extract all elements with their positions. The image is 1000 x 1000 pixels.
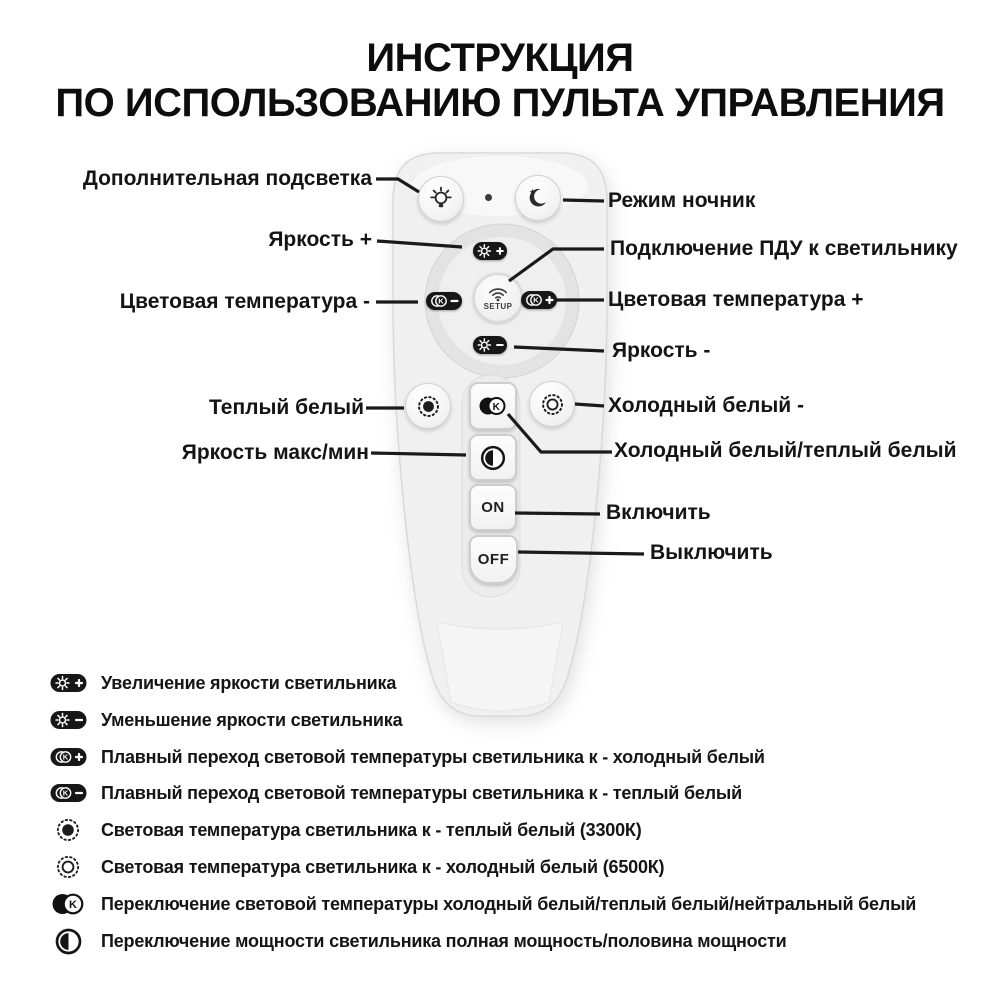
bulb-icon xyxy=(429,186,453,212)
svg-text:K: K xyxy=(492,401,501,413)
warm-white-sun-icon xyxy=(48,816,88,844)
colortemp-plus-button[interactable] xyxy=(521,291,557,309)
svg-text:K: K xyxy=(533,295,539,305)
colortemp-minus-icon xyxy=(426,292,462,310)
half-power-icon xyxy=(480,445,506,471)
legend-row: K Переключение световой температуры холодный белый/теплый белый/нейтральный белый xyxy=(48,888,916,920)
label-brightness-maxmin: Яркость макс/мин xyxy=(181,441,369,464)
colortemp-minus-pill-icon xyxy=(48,784,88,802)
off-button[interactable] xyxy=(469,535,518,584)
label-coldwarm-toggle: Холодный белый/теплый белый xyxy=(614,439,957,462)
brightness-plus-button[interactable] xyxy=(473,242,507,260)
page-title-line-2: ПО ИСПОЛЬЗОВАНИЮ ПУЛЬТА УПРАВЛЕНИЯ xyxy=(55,81,945,125)
cold-sun-icon xyxy=(539,391,566,418)
label-cold-white: Холодный белый - xyxy=(608,394,805,417)
legend-row: Уменьшение яркости светильника xyxy=(48,704,402,736)
on-label: ON xyxy=(481,499,505,516)
svg-text:K: K xyxy=(62,788,68,798)
label-backlight: Дополнительная подсветка xyxy=(82,167,372,190)
label-brightness-plus: Яркость + xyxy=(268,228,372,251)
label-colortemp-plus: Цветовая температура + xyxy=(608,288,864,311)
off-label: OFF xyxy=(477,551,510,568)
legend-row: K Плавный переход световой температуры светильника к - теплый белый xyxy=(48,777,742,809)
svg-text:K: K xyxy=(438,296,444,306)
svg-text:K: K xyxy=(69,899,77,912)
colortemp-minus-button[interactable] xyxy=(426,292,462,310)
setup-label: SETUP xyxy=(483,301,513,311)
brightness-minus-button[interactable] xyxy=(473,336,507,354)
on-button[interactable] xyxy=(469,484,517,531)
colortemp-toggle-key-icon xyxy=(478,395,508,417)
setup-button[interactable] xyxy=(473,273,523,323)
legend-row: K Плавный переход световой температуры светильника к - холодный белый xyxy=(48,741,765,773)
power-toggle-button[interactable] xyxy=(469,434,517,481)
brightness-plus-pill-icon xyxy=(48,674,88,692)
brightness-minus-pill-icon xyxy=(48,711,88,729)
legend-row: Световая температура светильника к - холодный белый (6500К) xyxy=(48,851,664,883)
colortemp-plus-pill-icon xyxy=(48,748,88,766)
cold-white-sun-icon xyxy=(48,853,88,881)
moon-star-icon xyxy=(526,186,550,210)
bottom-panel xyxy=(437,622,563,711)
indicator-led xyxy=(485,194,492,201)
colortemp-toggle-button[interactable] xyxy=(469,382,517,430)
power-toggle-icon xyxy=(48,928,88,955)
label-brightness-minus: Яркость - xyxy=(612,339,711,362)
label-pairing: Подключение ПДУ к светильнику xyxy=(610,237,958,260)
colortemp-toggle-icon xyxy=(48,892,88,916)
sun-minus-icon xyxy=(473,336,507,354)
wifi-icon xyxy=(487,286,509,302)
svg-text:K: K xyxy=(62,752,68,762)
warm-sun-icon xyxy=(415,393,442,420)
sun-plus-icon xyxy=(473,242,507,260)
warm-white-button[interactable] xyxy=(405,383,451,429)
label-warm-white: Теплый белый xyxy=(209,396,364,419)
night-mode-button[interactable] xyxy=(515,175,561,221)
backlight-button[interactable] xyxy=(418,176,464,222)
label-night-mode: Режим ночник xyxy=(608,189,756,212)
cold-white-button[interactable] xyxy=(529,381,575,427)
page-title-line-1: ИНСТРУКЦИЯ xyxy=(366,36,634,80)
colortemp-plus-icon xyxy=(521,291,557,309)
label-colortemp-minus: Цветовая температура - xyxy=(119,290,370,313)
legend-row: Переключение мощности светильника полная мощность/половина мощности xyxy=(48,925,786,957)
label-power-off: Выключить xyxy=(650,541,773,564)
legend-row: Увеличение яркости светильника xyxy=(48,667,396,699)
legend-row: Световая температура светильника к - теплый белый (3300К) xyxy=(48,814,642,846)
label-power-on: Включить xyxy=(606,501,711,524)
